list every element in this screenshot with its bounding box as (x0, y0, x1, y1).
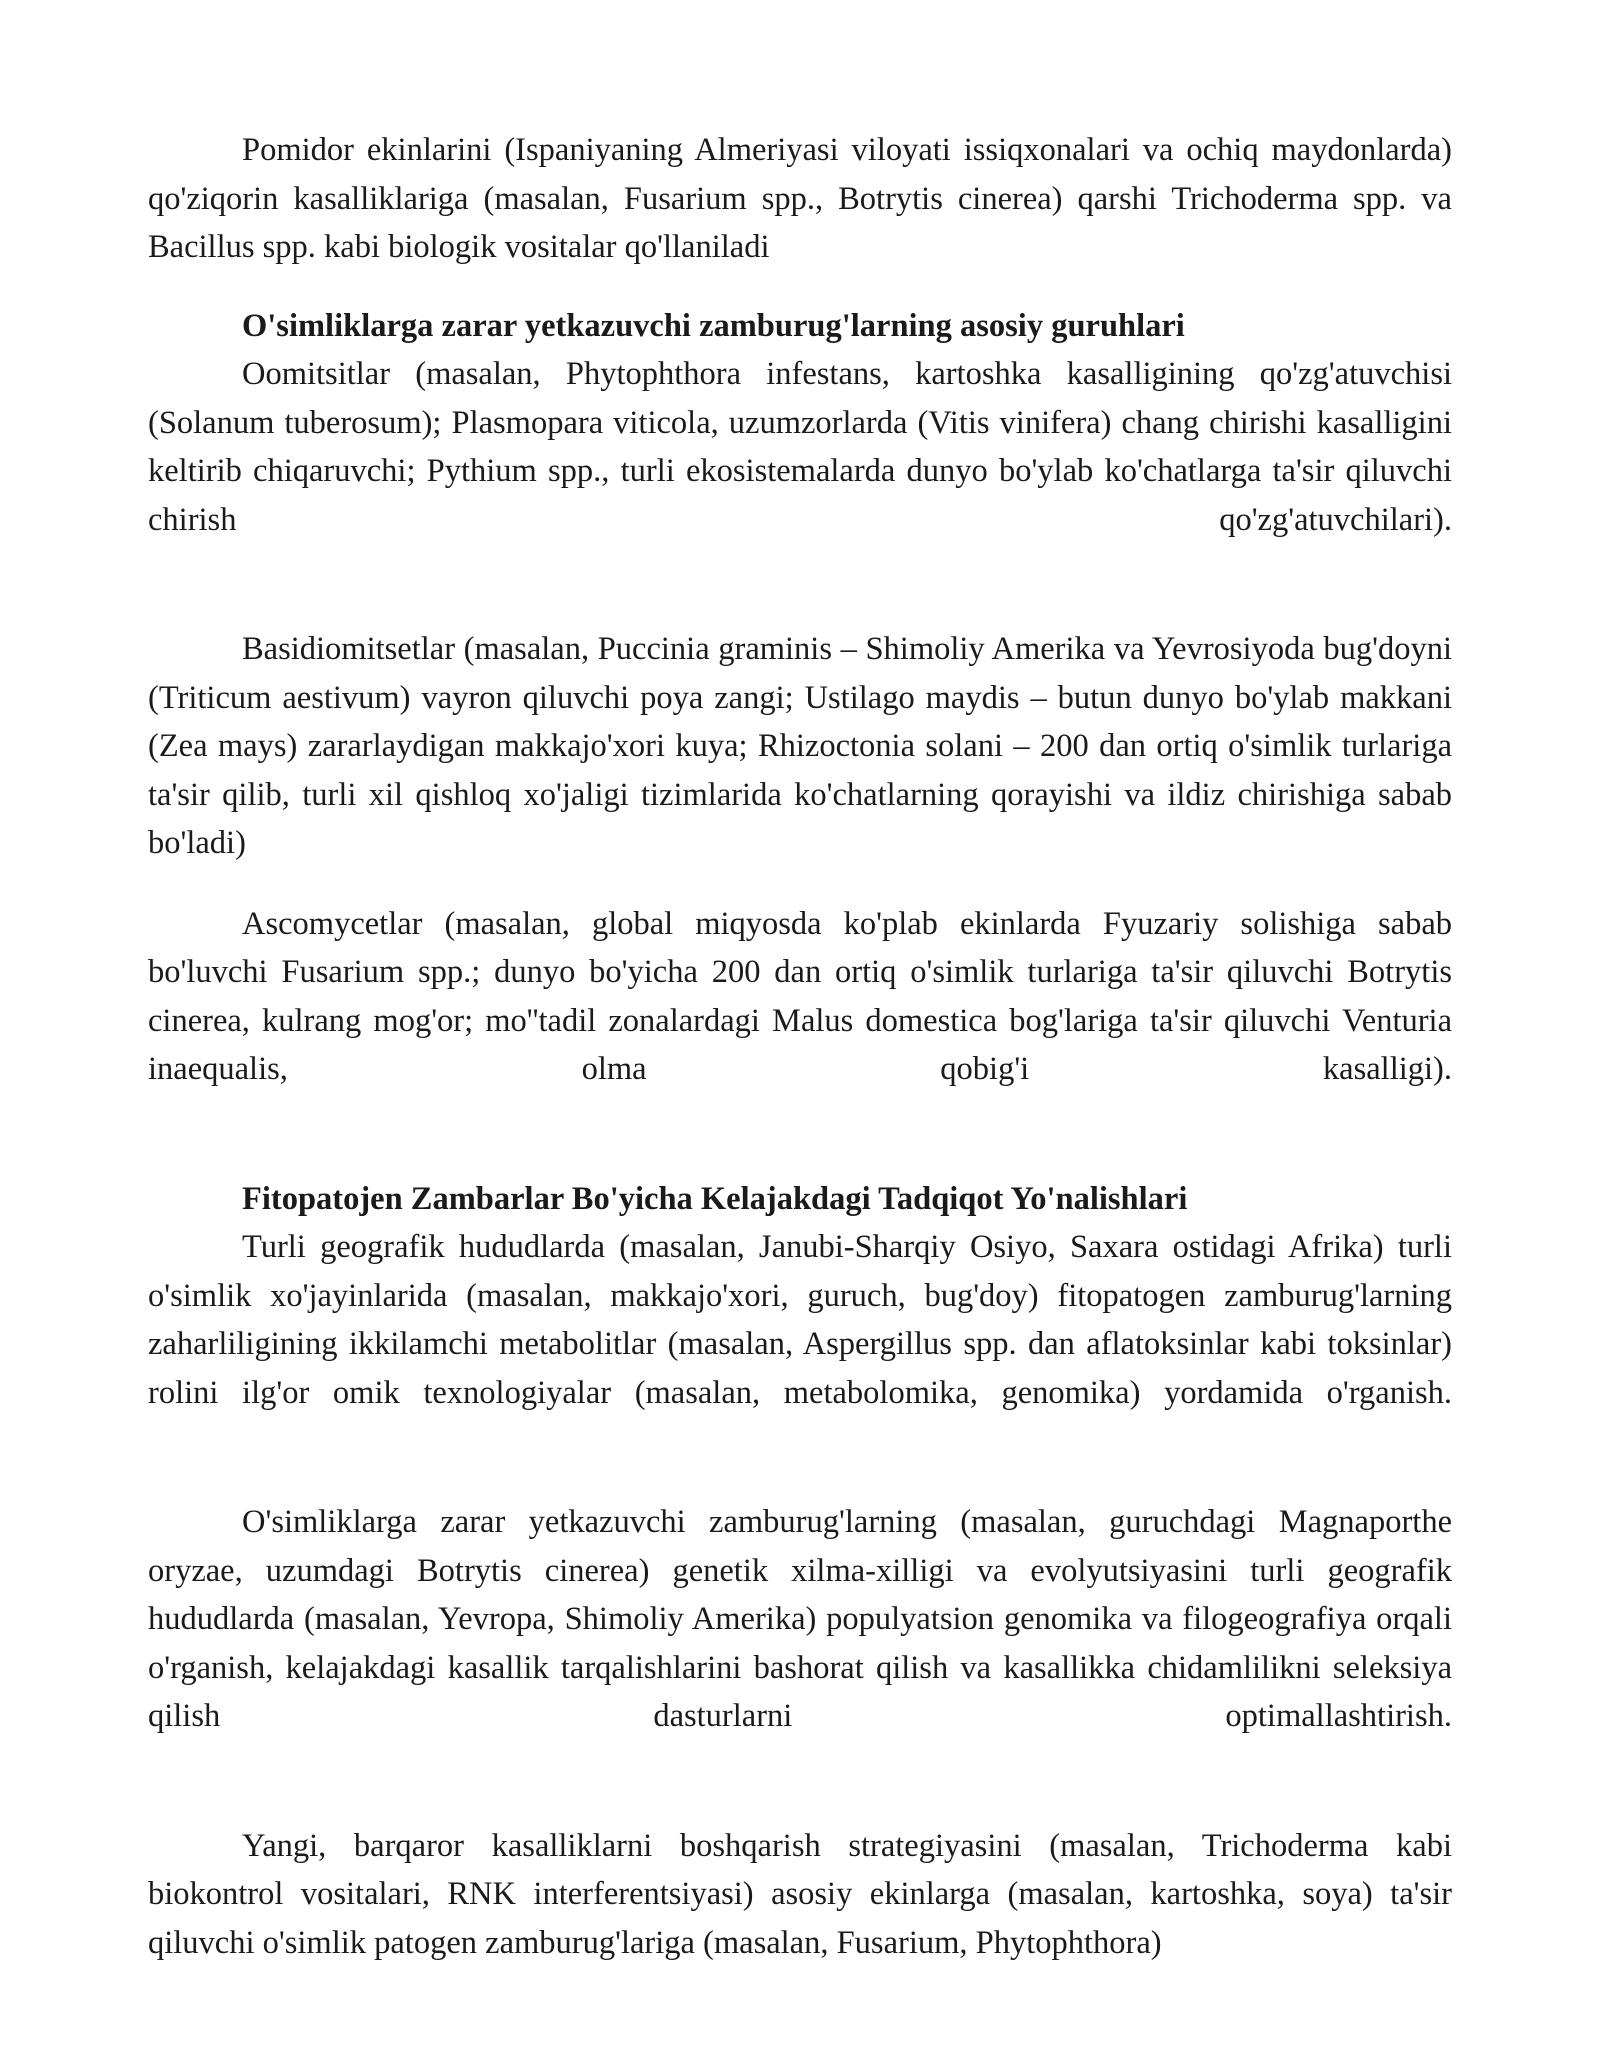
spacer (148, 544, 1452, 625)
paragraph-genetic-diversity: O'simliklarga zarar yetkazuvchi zamburug'larning (masalan, guruchdagi Magnaporthe oryzae, uzumdagi Botrytis cinerea) genetik xilma-xilligi va evolyutsiyasini turli geografik hududlarda (masalan, Yevropa, Shimoliy Amerika) populyatsion genomika va filogeografiya orqali o'rganish, kelajakdagi kasallik tarqalishlarini bashorat qilish va kasallikka chidamlilikni seleksiya qilish dasturlarni optimallashtirish. (148, 1504, 1452, 1734)
spacer (148, 1417, 1452, 1498)
spacer (148, 1741, 1452, 1822)
spacer (148, 272, 1452, 302)
spacer (148, 1094, 1452, 1175)
paragraph-disease-management: Yangi, barqaror kasalliklarni boshqarish strategiyasini (masalan, Trichoderma kabi biokontrol vositalari, RNK interferentsiyasi) asosiy ekinlarga (masalan, kartoshka, soya) ta'sir qiluvchi o'simlik patogen zamburug'lariga (masalan, Fusarium, Phytophthora) (148, 1827, 1452, 1961)
heading-main-fungal-groups: O'simliklarga zarar yetkazuvchi zamburug'larning asosiy guruhlari (242, 307, 1185, 344)
paragraph-ascomycetes: Ascomycetlar (masalan, global miqyosda ko'plab ekinlarda Fyuzariy solishiga sabab bo'luvchi Fusarium spp.; dunyo bo'yicha 200 dan ortiq o'simlik turlariga ta'sir qiluvchi Botrytis cinerea, kulrang mog'or; mo''tadil zonalardagi Malus domestica bog'lariga ta'sir qiluvchi Venturia inaequalis, olma qobig'i kasalligi). (148, 905, 1452, 1087)
paragraph-basidiomycetes: Basidiomitsetlar (masalan, Puccinia graminis – Shimoliy Amerika va Yevrosiyoda bug'doyni (Triticum aestivum) vayron qiluvchi poya zangi; Ustilago maydis – butun dunyo bo'ylab makkani (Zea mays) zararlaydigan makkajo'xori kuya; Rhizoctonia solani – 200 dan ortiq o'simlik turlariga ta'sir qilib, turli xil qishloq xo'jaligi tizimlarida ko'chatlarning qorayishi va ildiz chirishiga sabab bo'ladi) (148, 631, 1452, 861)
heading-future-research: Fitopatojen Zambarlar Bo'yicha Kelajakdagi Tadqiqot Yo'nalishlari (242, 1180, 1188, 1217)
paragraph-secondary-metabolites: Turli geografik hududlarda (masalan, Janubi-Sharqiy Osiyo, Saxara ostidagi Afrika) turli o'simlik xo'jayinlarida (masalan, makkajo'xori, guruch, bug'doy) fitopatogen zamburug'larning zaharliligining ikkilamchi metabolitlar (masalan, Aspergillus spp. dan aflatoksinlar kabi toksinlar) rolini ilg'or omik texnologiyalar (masalan, metabolomika, genomika) yordamida o'rganish. (148, 1229, 1452, 1411)
spacer (148, 868, 1452, 900)
document-page (148, 126, 1452, 1967)
paragraph-biocontrol-tomato: Pomidor ekinlarini (Ispaniyaning Almeriyasi viloyati issiqxonalari va ochiq maydonlarda) qo'ziqorin kasalliklariga (masalan, Fusarium spp., Botrytis cinerea) qarshi Trichoderma spp. va Bacillus spp. kabi biologik vositalar qo'llaniladi (148, 132, 1452, 265)
paragraph-oomycetes: Oomitsitlar (masalan, Phytophthora infestans, kartoshka kasalligining qo'zg'atuvchisi (Solanum tuberosum); Plasmopara viticola, uzumzorlarda (Vitis vinifera) chang chirishi kasalligini keltirib chiqaruvchi; Pythium spp., turli ekosistemalarda dunyo bo'ylab ko'chatlarga ta'sir qiluvchi chirish qo'zg'atuvchilari). (148, 356, 1452, 538)
